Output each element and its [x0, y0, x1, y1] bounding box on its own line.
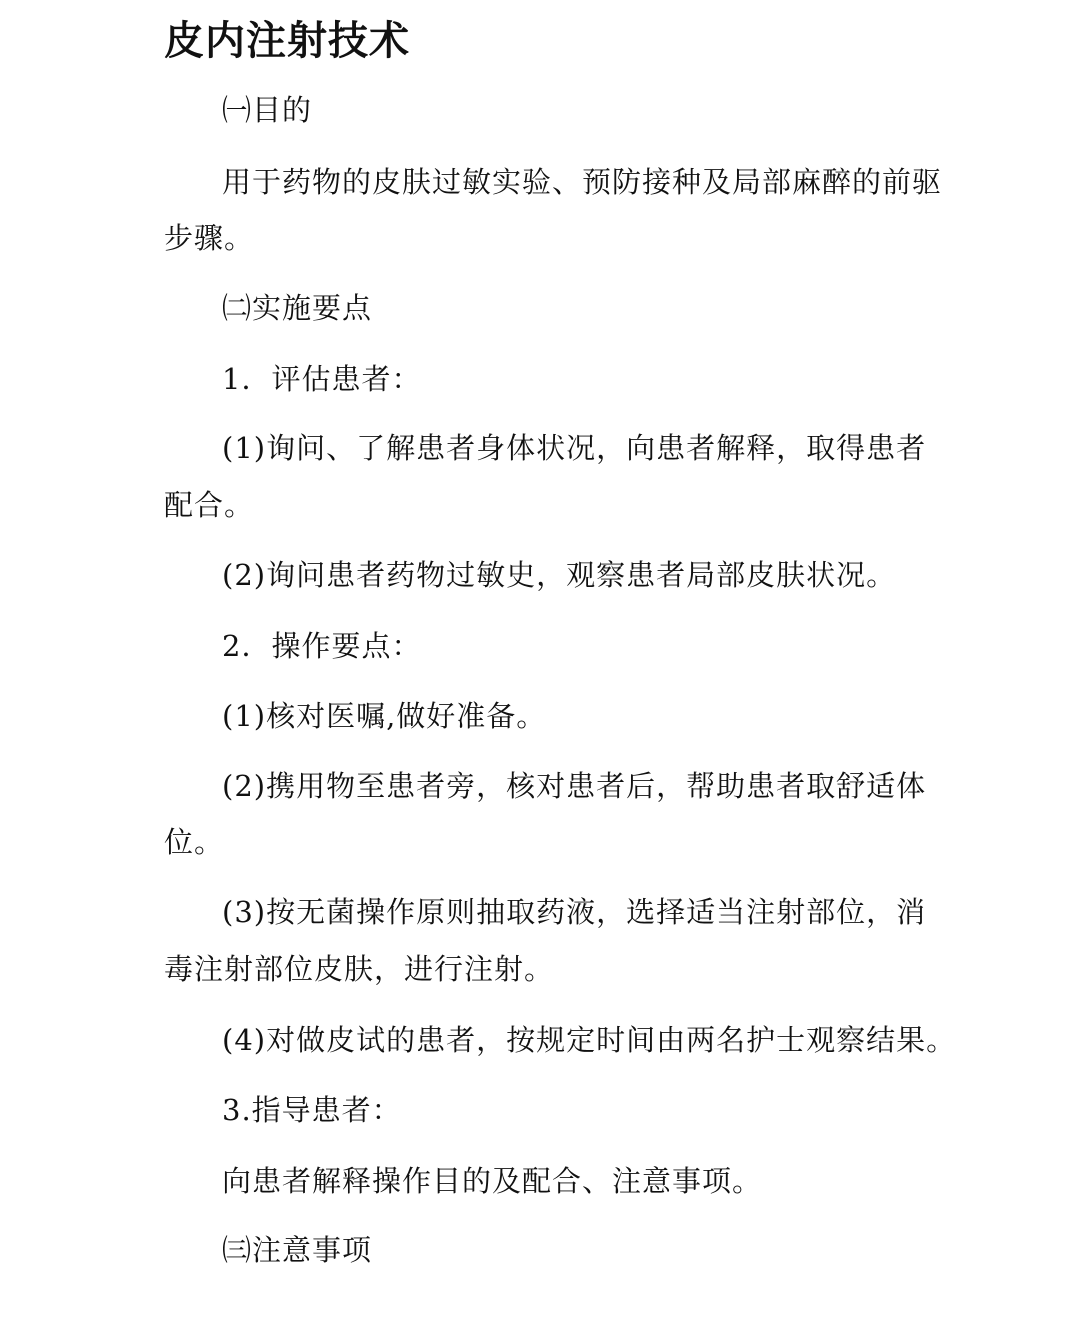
paragraph-line: (2)询问患者药物过敏史，观察患者局部皮肤状况。	[222, 558, 897, 592]
paragraph-line: 用于药物的皮肤过敏实验、预防接种及局部麻醉的前驱	[222, 165, 943, 199]
paragraph-line: 向患者解释操作目的及配合、注意事项。	[222, 1164, 763, 1198]
section-heading-key-points: ㈡实施要点	[222, 291, 373, 325]
paragraph-line: (1)询问、了解患者身体状况，向患者解释，取得患者	[222, 431, 927, 465]
section-heading-precautions: ㈢注意事项	[222, 1233, 373, 1267]
section-heading-purpose: ㈠目的	[222, 93, 313, 127]
paragraph-line: (2)携用物至患者旁，核对患者后，帮助患者取舒适体	[222, 769, 927, 803]
paragraph-line: (4)对做皮试的患者，按规定时间由两名护士观察结果。	[222, 1023, 957, 1057]
paragraph-line: 位。	[164, 825, 225, 859]
paragraph-line: (1)核对医嘱,做好准备。	[222, 699, 547, 733]
paragraph-line: 毒注射部位皮肤，进行注射。	[164, 952, 555, 986]
paragraph-line: (3)按无菌操作原则抽取药液，选择适当注射部位，消	[222, 895, 927, 929]
paragraph-line: 步骤。	[164, 221, 255, 255]
subheading-operation-points: 2．操作要点：	[222, 629, 422, 663]
subheading-guide-patient: 3.指导患者：	[222, 1093, 402, 1127]
paragraph-line: 配合。	[164, 488, 255, 522]
subheading-assess-patient: 1．评估患者：	[222, 362, 422, 396]
document-title: 皮内注射技术	[164, 18, 410, 64]
